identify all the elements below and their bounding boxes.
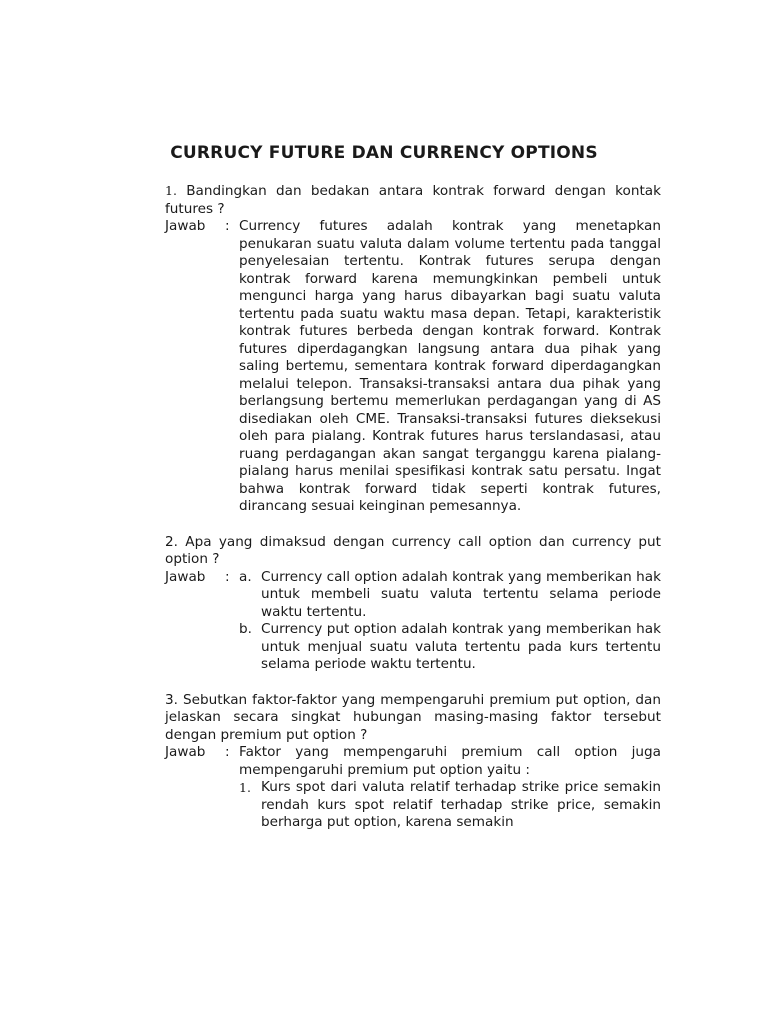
answer-3-intro: Faktor yang mempengaruhi premium call option juga mempengaruhi premium put option yaitu : bbox=[239, 744, 661, 778]
colon: : bbox=[225, 744, 230, 760]
list-item-text: Kurs spot dari valuta relatif terhadap strike price semakin rendah kurs spot relatif terhadap strike price, semakin berharga put option, karena semakin bbox=[261, 779, 661, 830]
list-item bbox=[239, 779, 661, 832]
answer-1-text: Currency futures adalah kontrak yang menetapkan penukaran suatu valuta dalam volume tertentu pada tanggal penyelesaian tertentu. Kontrak futures serupa dengan kontrak forward karena memungkinkan pembeli untuk mengunci harga yang harus dibayarkan bagi suatu valuta tertentu pada suatu waktu masa depan. Tetapi, karakteristik kontrak futures berbeda dengan kontrak forward. Kontrak futures diperdagangkan langsung antara dua pihak yang saling bertemu, sementara kontrak forward diperdagangkan melalui telepon. Transaksi-transaksi antara dua pihak yang berlangsung bertemu memerlukan perdagangan yang di AS disediakan oleh CME. Transaksi-transaksi futures dieksekusi oleh para pialang. Kontrak futures harus terslandasasi, atau ruang perdagangan akan sangat terganggu karena pialang-pialang harus menilai spesifikasi kontrak satu persatu. Ingat bahwa kontrak forward tidak seperti kontrak futures, dirancang sesuai keinginan pemesannya. bbox=[239, 218, 661, 514]
colon: : bbox=[225, 568, 230, 585]
question-2-number: 2. bbox=[165, 533, 178, 550]
question-2-text: Apa yang dimaksud dengan currency call option dan currency put option ? bbox=[165, 533, 662, 567]
question-1-number: 1. bbox=[165, 183, 177, 198]
answer-3-body bbox=[239, 744, 661, 832]
question-3 bbox=[165, 692, 661, 745]
question-3-number: 3. bbox=[165, 691, 178, 708]
page-title: CURRUCY FUTURE DAN CURRENCY OPTIONS bbox=[170, 143, 598, 163]
question-1-text: Bandingkan dan bedakan antara kontrak forward dengan kontak futures ? bbox=[165, 183, 661, 217]
question-1 bbox=[165, 182, 661, 218]
answer-3 bbox=[165, 744, 661, 832]
jawab-label: Jawab bbox=[165, 218, 206, 234]
answer-2-list bbox=[239, 569, 661, 674]
question-3-text: Sebutkan faktor-faktor yang mempengaruhi premium put option, dan jelaskan secara singkat hubungan masing-masing faktor tersebut dengan premium put option ? bbox=[165, 691, 662, 743]
list-marker: 1. bbox=[239, 780, 251, 795]
list-marker: a. bbox=[239, 568, 252, 585]
list-marker: b. bbox=[239, 621, 252, 637]
jawab-label: Jawab bbox=[165, 568, 206, 585]
list-item bbox=[239, 621, 661, 674]
document-body bbox=[165, 182, 661, 832]
list-item-text: Currency call option adalah kontrak yang memberikan hak untuk membeli suatu valuta tertentu selama periode waktu tertentu. bbox=[261, 568, 661, 620]
list-item bbox=[239, 569, 661, 622]
answer-2 bbox=[165, 569, 661, 674]
list-item-text: Currency put option adalah kontrak yang memberikan hak untuk menjual suatu valuta tertentu pada kurs tertentu selama periode waktu tertentu. bbox=[261, 621, 661, 672]
jawab-label: Jawab bbox=[165, 744, 206, 760]
colon: : bbox=[225, 218, 230, 234]
answer-1 bbox=[165, 218, 661, 516]
question-2 bbox=[165, 534, 661, 569]
